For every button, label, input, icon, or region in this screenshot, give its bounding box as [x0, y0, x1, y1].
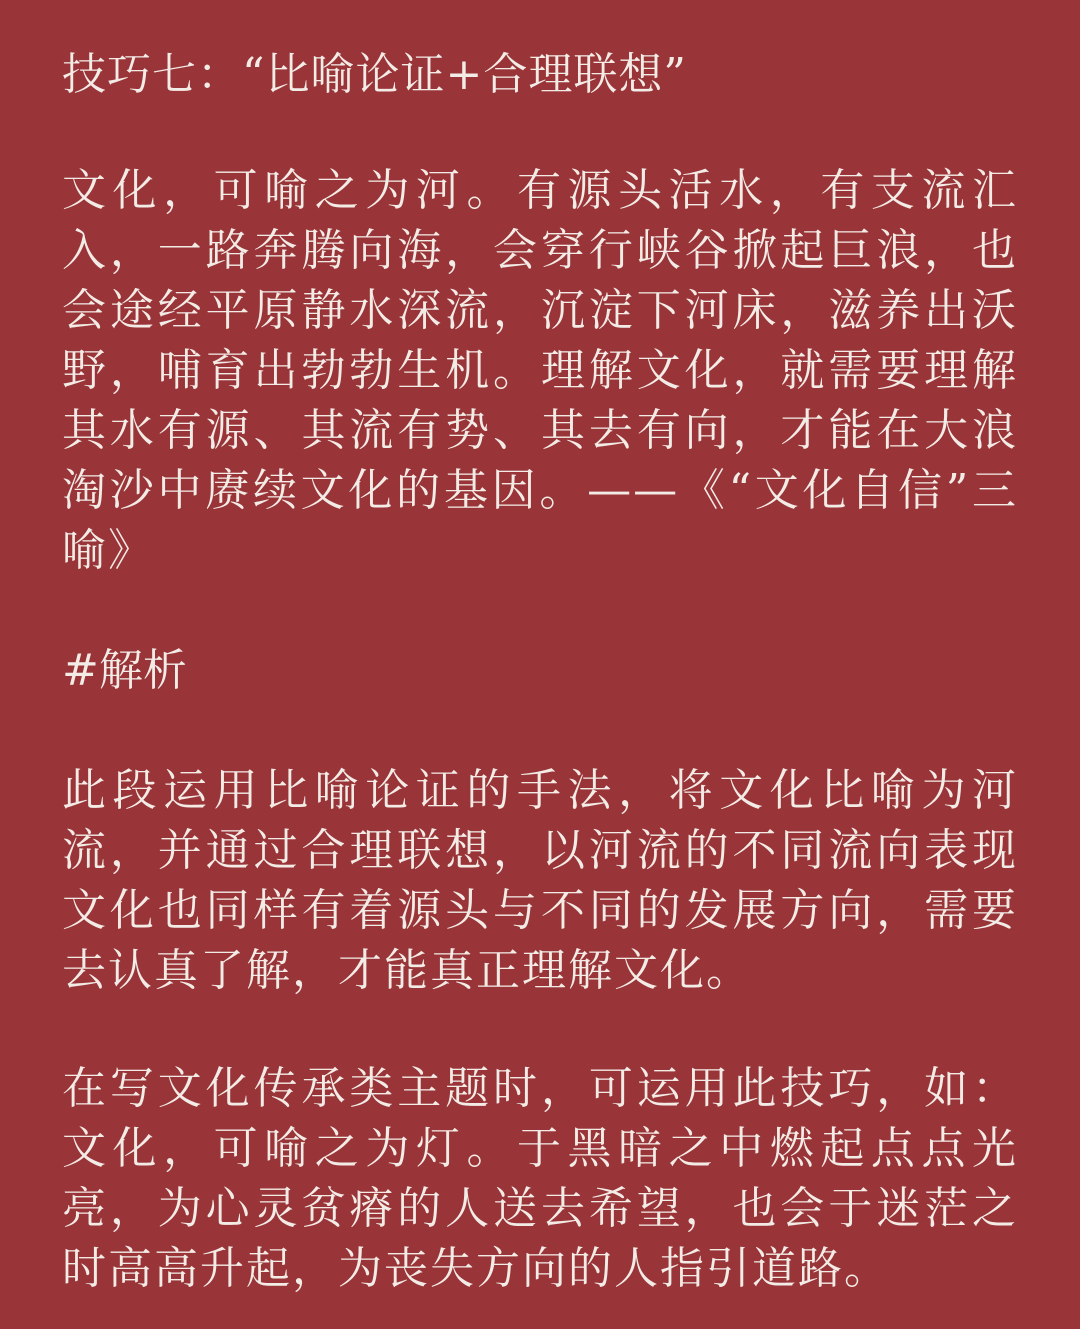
technique-heading: 技巧七：“比喻论证+合理联想”	[62, 49, 687, 100]
spacer	[62, 1001, 1018, 1059]
article-body	[62, 44, 1018, 1299]
analysis-hashtag: #解析	[62, 645, 187, 696]
analysis-paragraph: 此段运用比喻论证的手法，将文化比喻为河流，并通过合理联想，以河流的不同流向表现文化也同样有着源头与不同的发展方向，需要去认真了解，才能真正理解文化。	[62, 765, 1018, 996]
spacer	[62, 581, 1018, 641]
application-paragraph: 在写文化传承类主题时，可运用此技巧，如：文化，可喻之为灯。于黑暗之中燃起点点光亮，为心灵贫瘠的人送去希望，也会于迷茫之时高高升起，为丧失方向的人指引道路。	[62, 1063, 1018, 1294]
spacer	[62, 701, 1018, 761]
example-paragraph: 文化，可喻之为河。有源头活水，有支流汇入，一路奔腾向海，会穿行峡谷掀起巨浪，也会途经平原静水深流，沉淀下河床，滋养出沃野，哺育出勃勃生机。理解文化，就需要理解其水有源、其流有势、其去有向，才能在大浪淘沙中赓续文化的基因。——《“文化自信”三喻》	[62, 165, 1018, 576]
